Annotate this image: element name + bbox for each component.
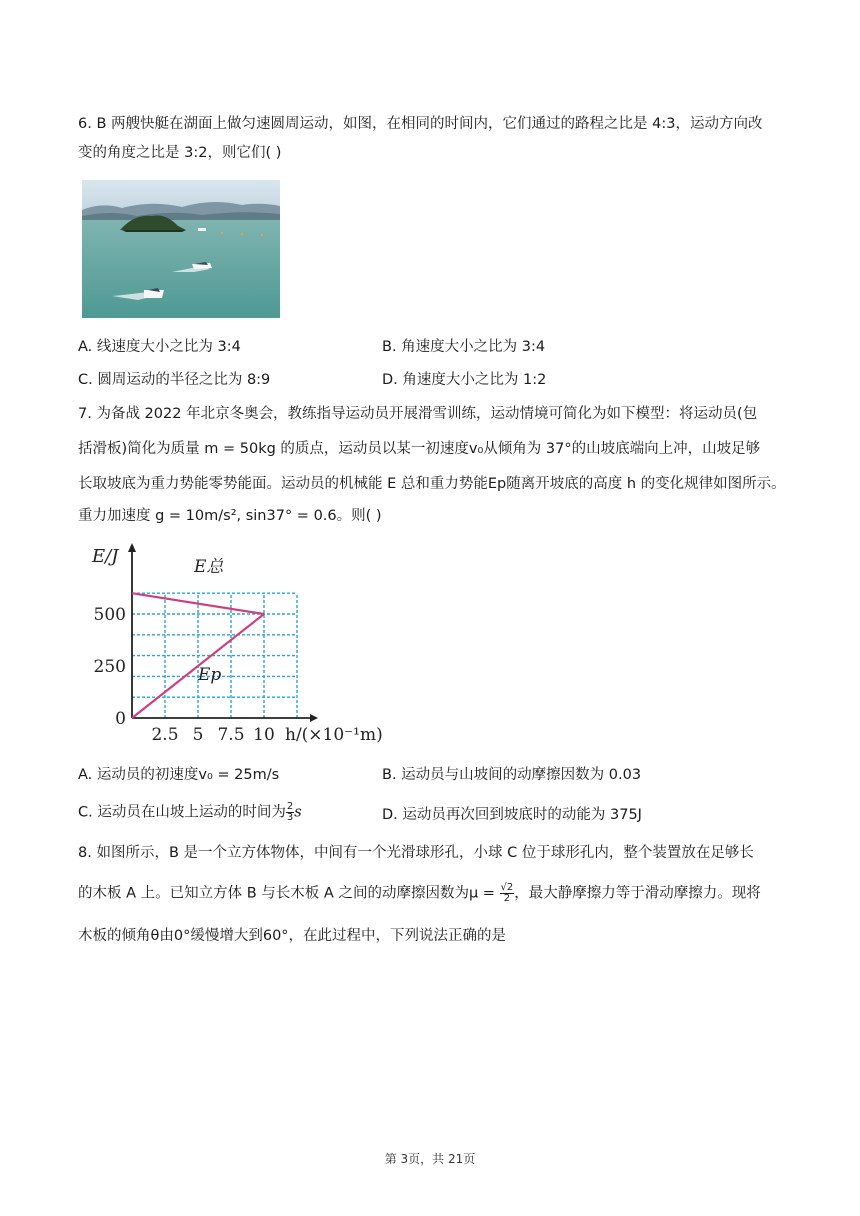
q6-option-c[interactable]: C. 圆周运动的半径之比为 8:9 <box>78 372 271 388</box>
x-tick-label: 7.5 <box>217 725 245 745</box>
series-label-ep: Ep <box>198 665 222 685</box>
q7-option-d[interactable]: D. 运动员再次回到坡底时的动能为 375J <box>382 807 642 823</box>
q7-option-c-text: C. 运动员在山坡上运动的时间为 <box>78 804 286 821</box>
q8-line-2-text: 的木板 A 上。已知立方体 B 与长木板 A 之间的动摩擦因数为μ = <box>78 885 500 902</box>
q6-option-a[interactable]: A. 线速度大小之比为 3:4 <box>78 339 241 355</box>
x-tick-label: 10 <box>253 725 275 745</box>
y-tick-label: 250 <box>93 657 126 677</box>
q7-option-b[interactable]: B. 运动员与山坡间的动摩擦因数为 0.03 <box>382 767 642 783</box>
x-axis-arrow-icon <box>310 714 318 722</box>
y-tick-label: 0 <box>115 709 126 729</box>
q7-line-2: 括滑板)简化为质量 m = 50kg 的质点，运动员以某一初速度v₀从倾角为 37°的山坡底端向上冲，山坡足够 <box>78 441 761 457</box>
x-axis-label: h/(×10⁻¹m) <box>285 725 383 745</box>
q8-mu-fraction: $\frac{√2}{2}$ <box>500 882 514 904</box>
q6-option-b[interactable]: B. 角速度大小之比为 3:4 <box>382 339 546 355</box>
q6-option-d[interactable]: D. 角速度大小之比为 1:2 <box>382 372 547 388</box>
series-label-e-total: E总 <box>194 557 224 577</box>
q7-option-c-unit: s <box>294 804 302 821</box>
page-footer: 第 3页，共 21页 <box>384 1152 476 1166</box>
y-axis-arrow-icon <box>128 543 136 552</box>
q6-line-1: 6. B 两艘快艇在湖面上做匀速圆周运动，如图，在相同的时间内，它们通过的路程之比是 4:3，运动方向改 <box>78 116 763 132</box>
q7-option-c[interactable] <box>78 802 302 823</box>
q8-line-2 <box>78 883 761 904</box>
lake-speedboat-photo <box>82 180 280 318</box>
q8-line-2-rest: ，最大静摩擦力等于滑动摩擦力。现将 <box>514 885 761 902</box>
x-tick-label: 5 <box>192 725 204 745</box>
q6-line-2: 变的角度之比是 3:2，则它们( ) <box>78 145 282 161</box>
y-tick-label: 500 <box>93 605 126 625</box>
energy-height-chart <box>88 540 398 750</box>
q8-line-1: 8. 如图所示，B 是一个立方体物体，中间有一个光滑球形孔，小球 C 位于球形孔内，整个装置放在足够长 <box>78 845 754 861</box>
y-axis-label: E/J <box>92 546 119 567</box>
q8-line-3: 木板的倾角θ由0°缓慢增大到60°，在此过程中，下列说法正确的是 <box>78 928 507 944</box>
q7-line-4: 重力加速度 g = 10m/s², sin37° = 0.6。则( ) <box>78 508 382 524</box>
q7-option-c-fraction: $\frac{2}{3}$ <box>286 801 294 823</box>
q7-line-3: 长取坡底为重力势能零势能面。运动员的机械能 E 总和重力势能Ep随离开坡底的高度 h 的变化规律如图所示。 <box>78 476 786 492</box>
x-tick-label: 2.5 <box>151 725 179 745</box>
q7-option-a[interactable]: A. 运动员的初速度v₀ = 25m/s <box>78 767 280 783</box>
q7-line-1: 7. 为备战 2022 年北京冬奥会，教练指导运动员开展滑雪训练，运动情境可简化为如下模型：将运动员(包 <box>78 406 758 422</box>
